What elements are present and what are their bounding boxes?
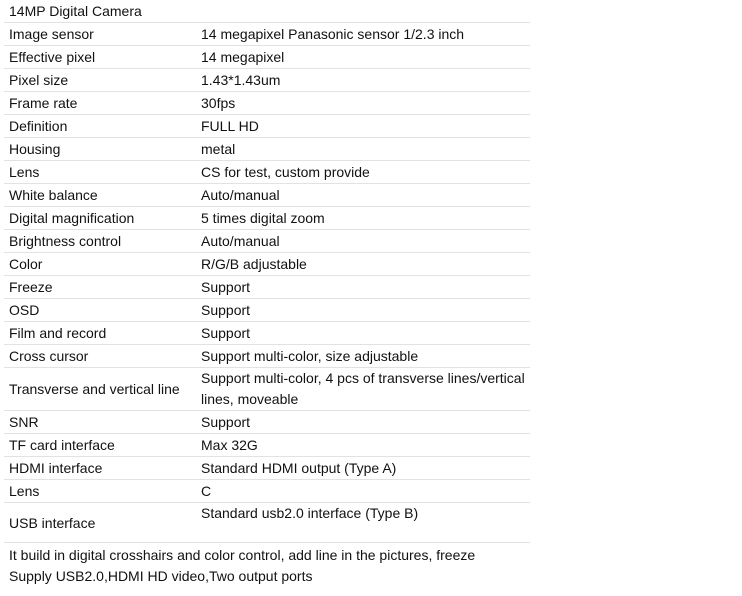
spec-table xyxy=(4,0,530,587)
spec-value: Support xyxy=(201,279,251,295)
spec-value: Auto/manual xyxy=(201,187,280,203)
spec-row xyxy=(4,457,530,480)
spec-row xyxy=(4,23,530,46)
spec-value: Support xyxy=(201,302,251,318)
spec-row xyxy=(4,480,530,503)
spec-row xyxy=(4,253,530,276)
spec-value: Auto/manual xyxy=(201,233,280,249)
spec-label: Frame rate xyxy=(9,95,78,111)
spec-value: metal xyxy=(201,141,236,157)
spec-row xyxy=(4,345,530,368)
spec-value: Max 32G xyxy=(201,437,258,453)
spec-row xyxy=(4,322,530,345)
spec-label: TF card interface xyxy=(9,437,115,453)
spec-value: 1.43*1.43um xyxy=(201,72,281,88)
spec-label: Lens xyxy=(9,483,40,499)
notes xyxy=(4,543,530,587)
spec-row xyxy=(4,503,530,543)
spec-label: Effective pixel xyxy=(9,49,96,65)
spec-value: R/G/B adjustable xyxy=(201,256,307,272)
spec-row xyxy=(4,368,530,411)
spec-row xyxy=(4,411,530,434)
spec-label: White balance xyxy=(9,187,98,203)
spec-value: Standard usb2.0 interface (Type B) xyxy=(201,505,419,521)
spec-row xyxy=(4,276,530,299)
spec-row xyxy=(4,138,530,161)
spec-label: Lens xyxy=(9,164,40,180)
spec-row xyxy=(4,46,530,69)
note-line: It build in digital crosshairs and color control, add line in the pictures, freeze xyxy=(9,547,476,563)
spec-row xyxy=(4,69,530,92)
spec-value: Support multi-color, 4 pcs of transverse lines/vertical lines, moveable xyxy=(201,370,525,407)
spec-value: 5 times digital zoom xyxy=(201,210,325,226)
table-title: 14MP Digital Camera xyxy=(4,0,530,23)
spec-label: Digital magnification xyxy=(9,210,135,226)
spec-row xyxy=(4,299,530,322)
spec-label: Pixel size xyxy=(9,72,69,88)
spec-label: Color xyxy=(9,256,43,272)
spec-label: USB interface xyxy=(9,514,96,531)
spec-label: Housing xyxy=(9,141,61,157)
spec-value: 30fps xyxy=(201,95,236,111)
spec-value: FULL HD xyxy=(201,118,259,134)
spec-value: C xyxy=(201,483,212,499)
spec-label: Freeze xyxy=(9,279,53,295)
spec-row xyxy=(4,161,530,184)
spec-row xyxy=(4,230,530,253)
spec-value: CS for test, custom provide xyxy=(201,164,370,180)
spec-value: Support xyxy=(201,414,251,430)
spec-value: 14 megapixel Panasonic sensor 1/2.3 inch xyxy=(201,26,465,42)
spec-label: Cross cursor xyxy=(9,348,89,364)
spec-label: HDMI interface xyxy=(9,460,103,476)
spec-label: Image sensor xyxy=(9,26,94,42)
spec-label: Transverse and vertical line xyxy=(9,381,180,397)
spec-row xyxy=(4,92,530,115)
spec-value: Support multi-color, size adjustable xyxy=(201,348,419,364)
spec-label: Brightness control xyxy=(9,233,122,249)
spec-row xyxy=(4,184,530,207)
spec-label: OSD xyxy=(9,302,40,318)
spec-value: Support xyxy=(201,325,251,341)
spec-value: 14 megapixel xyxy=(201,49,285,65)
note-line: Supply USB2.0,HDMI HD video,Two output ports xyxy=(9,568,313,584)
spec-label: SNR xyxy=(9,414,39,430)
spec-row xyxy=(4,434,530,457)
spec-row xyxy=(4,115,530,138)
spec-label: Definition xyxy=(9,118,68,134)
spec-value: Standard HDMI output (Type A) xyxy=(201,460,397,476)
spec-row xyxy=(4,207,530,230)
spec-label: Film and record xyxy=(9,325,107,341)
